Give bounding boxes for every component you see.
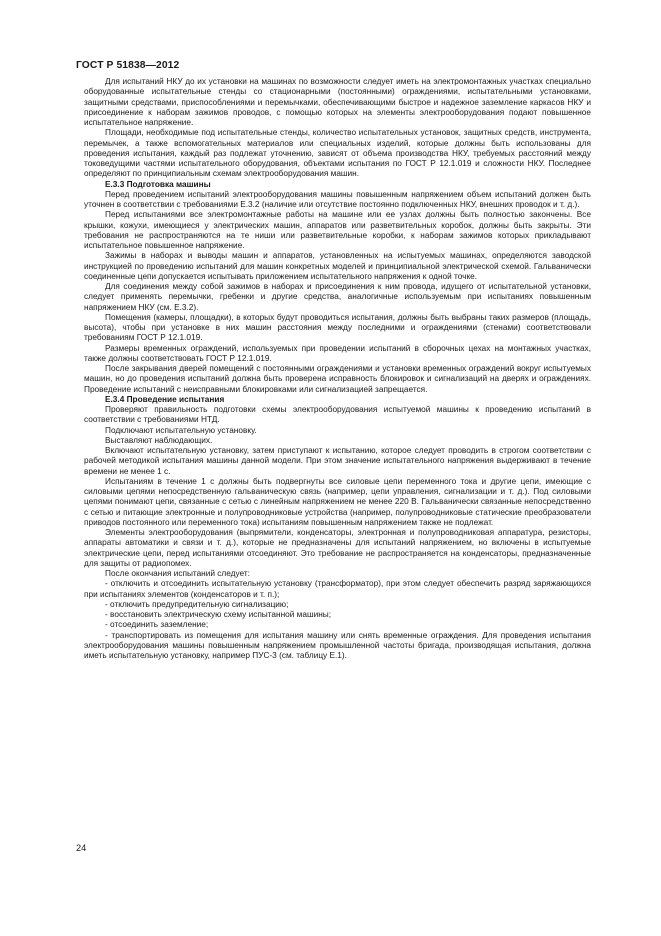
- list-item: - отсоединить заземление;: [105, 620, 209, 630]
- section-heading: Е.3.3 Подготовка машины: [105, 179, 211, 189]
- paragraph: Площади, необходимые под испытательные стенды, количество испытательных установок, защитных средств, инструмента, перемычек, а также вспомогательных материалов или специальных изделий, которые должны быть использованы для проведения испытания, каждый раз подлежат уточнению, зависят от объема производства НКУ, требуемых расстояний между токоведущими частями испытательного оборудования, объектами испытания по ГОСТ Р 12.1.019 и сложности НКУ. Последнее определяют по принципиальным схемам электрооборудования машин.: [84, 128, 591, 179]
- paragraph: Проверяют правильность подготовки схемы электрооборудования испытуемой машины к проведению испытаний в соответствии с требованиями НТД.: [84, 405, 591, 425]
- paragraph: Перед проведением испытаний электрооборудования машины повышенным напряжением объем испытаний должен быть уточнен в соответствии с требованиями Е.3.2 (наличие или отсутствие постоянно подключенных НКУ, внешних проводок и т. д.).: [84, 189, 591, 209]
- paragraph: Для испытаний НКУ до их установки на машинах по возможности следует иметь на электромонтажных участках специально оборудованные испытательные стенды со стационарными (постоянными) ограждениями, испытательными установками, защитными средствами, приспособлениями и перемычками, обеспечивающими быстрое и надежное заземление каркасов НКУ и присоединение к наборам зажимов проводов, с помощью которых на элементы электрооборудования подают повышенное испытательное напряжение.: [84, 77, 591, 127]
- paragraph: Для соединения между собой зажимов в наборах и присоединения к ним провода, идущего от испытательной установки, следует применять перемычки, гребенки и другие средства, аналогичные используемым при испытаниях повышенным напряжением НКУ (см. Е.3.2).: [84, 282, 591, 312]
- paragraph: Размеры временных ограждений, используемых при проведении испытаний в сборочных цехах на монтажных участках, также должны соответствовать ГОСТ Р 12.1.019.: [84, 343, 591, 363]
- paragraph: Испытаниям в течение 1 с должны быть подвергнуты все силовые цепи переменного тока и другие цепи, имеющие с силовыми цепями непосредственную гальваническую связь (например, цепи управления, сигнализации и т. д.). Под силовыми цепями понимают цепи, связанные с сетью с линейным напряжением не менее 220 В. Гальванически связанные непосредственно с сетью и питающие электронные и полупроводниковые устройства (например, полупроводниковые статические преобразователи приводов постоянного или переменного тока) испытаниям повышенным напряжением также не подлежат.: [84, 476, 591, 527]
- paragraph: Перед испытаниями все электромонтажные работы на машине или ее узлах должны быть полностью закончены. Все крышки, кожухи, имеющиеся у электрических машин, аппаратов или разветвительных коробок, должны быть закрыты. Эти требования не распространяются на те ниши или разветвительные коробки, к наборам зажимов которых прикладывают испытательное повышенное напряжение.: [84, 210, 591, 250]
- paragraph: После окончания испытаний следует:: [105, 569, 250, 578]
- paragraph: Включают испытательную установку, затем приступают к испытанию, которое следует проводить в строгом соответствии с рабочей методикой испытания машины данной модели. При этом значение испытательного напряжения выдерживают в течение времени не менее 1 с.: [84, 446, 591, 476]
- section-heading: Е.3.4 Проведение испытания: [105, 394, 225, 404]
- paragraph: Элементы электрооборудования (выпрямители, конденсаторы, электронная и полупроводниковая аппаратура, резисторы, аппараты автоматики и связи и т. д.), которые не предназначены для испытаний напряжением, но включены в испытуемые электрические цепи, перед испытаниями отсоединяют. Это требование не распространяется на конденсаторы, предназначенные для защиты от радиопомех.: [84, 528, 591, 568]
- list-item: - восстановить электрическую схему испытанной машины;: [105, 610, 331, 619]
- paragraph: Подключают испытательную установку.: [105, 425, 257, 435]
- paragraph: Зажимы в наборах и выводы машин и аппаратов, установленных на испытуемых машинах, определяются заводской инструкцией по проведению испытаний для машин конкретных моделей и принципиальной электрической схемой. Гальванически соединенные цепи допускается испытывать приложением испытательного напряжения к одной точке.: [84, 251, 591, 281]
- paragraph: Выставляют наблюдающих.: [105, 435, 213, 445]
- list-item: - отключить предупредительную сигнализацию;: [105, 599, 289, 609]
- paragraph: После закрывания дверей помещений с постоянными ограждениями и установки временных ограждений вокруг испытуемых машин, но до проведения испытаний должна быть проверена исправность блокировок и сигнализаций на дверях и ограждениях. Проведение испытаний с неисправными блокировками или сигнализацией запрещается.: [84, 364, 591, 394]
- document-body: [84, 77, 591, 661]
- list-item: - отключить и отсоединить испытательную установку (трансформатор), при этом следует обеспечить разряд заряжающихся при испытаниях элементов (конденсаторов и т. п.);: [84, 579, 591, 599]
- list-item: - транспортировать из помещения для испытания машину или снять временные ограждения. Для проведения испытания электрооборудования машины повышенным напряжением промышленной частоты бригада, производящая испытания, должна иметь испытательную установку, например ПУС-3 (см. таблицу Е.1).: [84, 630, 591, 660]
- document-header: ГОСТ Р 51838—2012: [76, 60, 180, 71]
- page-number: 24: [76, 843, 87, 853]
- paragraph: Помещения (камеры, площадки), в которых будут проводиться испытания, должны быть выбраны таких размеров (площадь, высота), чтобы при установке в них машин расстояния между последними и ограждениями (стенами) соответствовали требованиям ГОСТ Р 12.1.019.: [84, 312, 591, 343]
